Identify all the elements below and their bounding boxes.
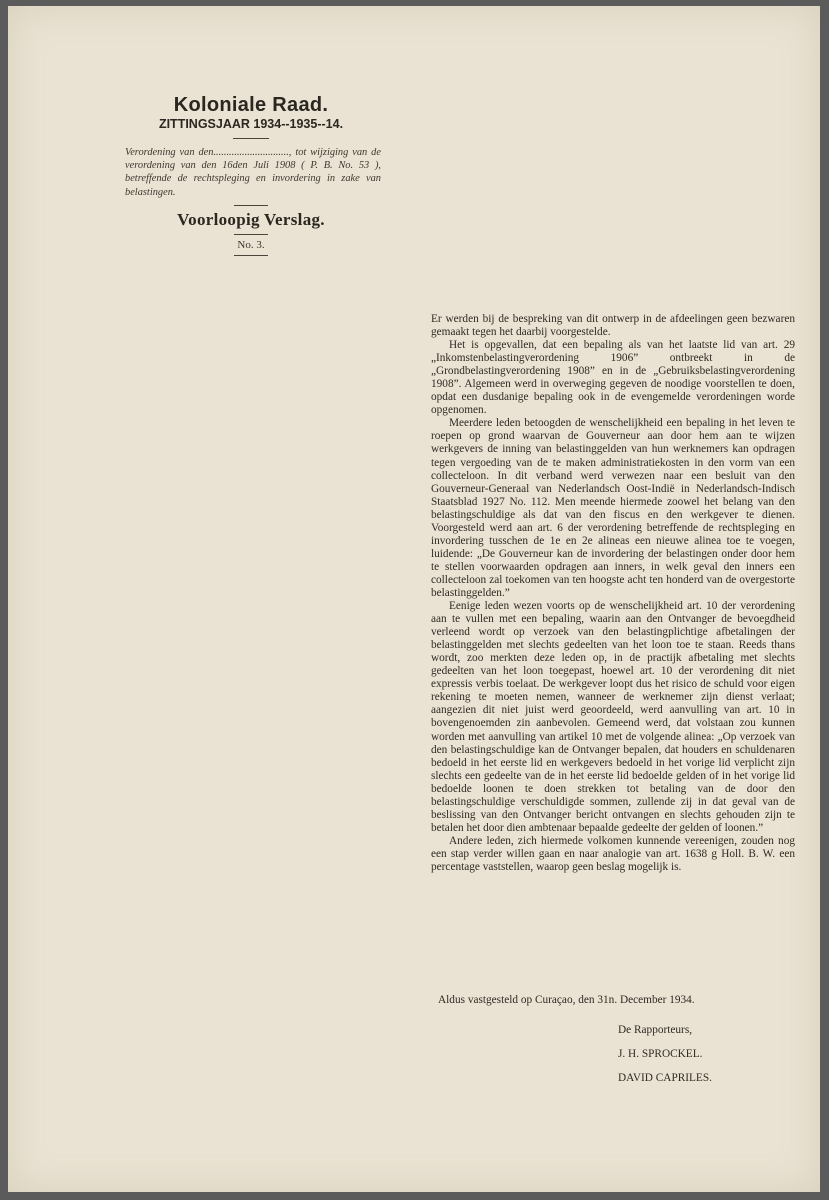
divider <box>234 205 268 206</box>
report-number: No. 3. <box>237 238 265 251</box>
paragraph: Andere leden, zich hiermede volkomen kunnende vereenigen, zouden nog een stap verder willen gaan en naar analogie van art. 1638 g Holl. B. W. een percentage vaststellen, waarop geen beslag mogelijk is. <box>431 834 795 873</box>
divider <box>233 138 269 139</box>
paragraph: Meerdere leden betoogden de wenschelijkheid een bepaling in het leven te roepen op grond waarvan de Gouverneur aan door hem aan te wijzen werkgevers de inning van belastinggelden van hun werknemers kan opdragen tegen vergoeding van de te maken administratiekosten in den vorm van een collecteloon. In dit verband werd verwezen naar een besluit van den Gouverneur-Generaal van Nederlandsch Oost-Indië in Nederlandsch-Indisch Staatsblad 1927 No. 112. Men meende hiermede zoowel het belang van den belastingschuldige als dat van den fiscus en den werkgever te dienen. Voorgesteld werd aan art. 6 der verordening betreffende de rechtspleging en invordering tusschen de 1e en 2e alineas een nieuwe alinea toe te voegen, luidende: „De Gouverneur kan de invordering der belastingen onder door hem te stellen voorwaarden opdragen aan inners, in welk geval den inners een collecteloon zal toekomen van ten hoogste acht ten honderd van de overgestorte belastinggelden.” <box>431 417 795 599</box>
divider <box>234 234 268 235</box>
divider <box>234 255 268 256</box>
signatory-sprockel: J. H. SPROCKEL. <box>618 1048 703 1060</box>
signatory-capriles: DAVID CAPRILES. <box>618 1072 712 1084</box>
council-title: Koloniale Raad. <box>173 94 329 116</box>
report-body <box>431 313 795 874</box>
document-page <box>8 6 820 1192</box>
paragraph: Eenige leden wezen voorts op de wenschelijkheid art. 10 der verordening aan te vullen met een bepaling, waarin aan den Ontvanger de bevoegdheid verleend wordt op verzoek van den belastingplichtige afbetalingen der belastinggelden met slechts gedeelten van het loon toe te staan. Reeds thans wordt, zoo merkten deze leden op, in de practijk afbetaling met slechts gedeelten van het loon toegepast, hoewel art. 10 der verordening dit niet expressis verbis toelaat. De werkgever loopt dus het risico de schuld voor eigen rekening te moeten nemen, wanneer de werknemer zijn dienst verlaat; aangezien dit niet juist werd geoordeeld, werd aanvulling van art. 10 in bovengenoemden zin aanbevolen. Gemeend werd, dat volstaan zou kunnen worden met aanvulling van artikel 10 met de volgende alinea: „Op verzoek van den belastingschuldige kan de Ontvanger bepalen, dat houders en schuldenaren bedoeld in het eerste lid en werkgevers bedoeld in het vorige lid verplicht zijn slechts een gedeelte van de in het eerste lid bedoelde gelden of in het vorige lid bedoelde loonen te doen strekken tot betaling van de door den belastingschuldige verschuldigde sommen, zullende zij in dat geval van de beslissing van den Ontvanger bericht ontvangen en slechts gehouden zijn te betalen het door dien ambtenaar bepaalde gedeelte der gelden of loonen.” <box>431 600 795 834</box>
rapporteurs-label: De Rapporteurs, <box>618 1024 693 1036</box>
paragraph: Er werden bij de bespreking van dit ontwerp in de afdeelingen geen bezwaren gemaakt tegen het daarbij voorgestelde. <box>431 313 795 339</box>
ordinance-subject: Verordening van den............................., tot wijziging van de verordening van den 16den Juli 1908 ( P. B. No. 53 ), betreffende de rechtspleging en invordering in zake van belastingen. <box>125 147 381 198</box>
report-title: Voorloopig Verslag. <box>177 209 325 229</box>
session-year: ZITTINGSJAAR 1934--1935--14. <box>158 117 344 131</box>
date-line: Aldus vastgesteld op Curaçao, den 31n. December 1934. <box>438 994 695 1006</box>
paragraph: Het is opgevallen, dat een bepaling als van het laatste lid van art. 29 „Inkomstenbelastingverordening 1906” ontbreekt in de „Grondbelastingverordening 1908” en in de „Gebruiksbelastingverordening 1908”. Algemeen werd in overweging gegeven de noodige voorstellen te doen, opdat een dusdanige bepaling ook in de evengemelde verordeningen worde opgenomen. <box>431 339 795 417</box>
document-header <box>122 94 380 256</box>
